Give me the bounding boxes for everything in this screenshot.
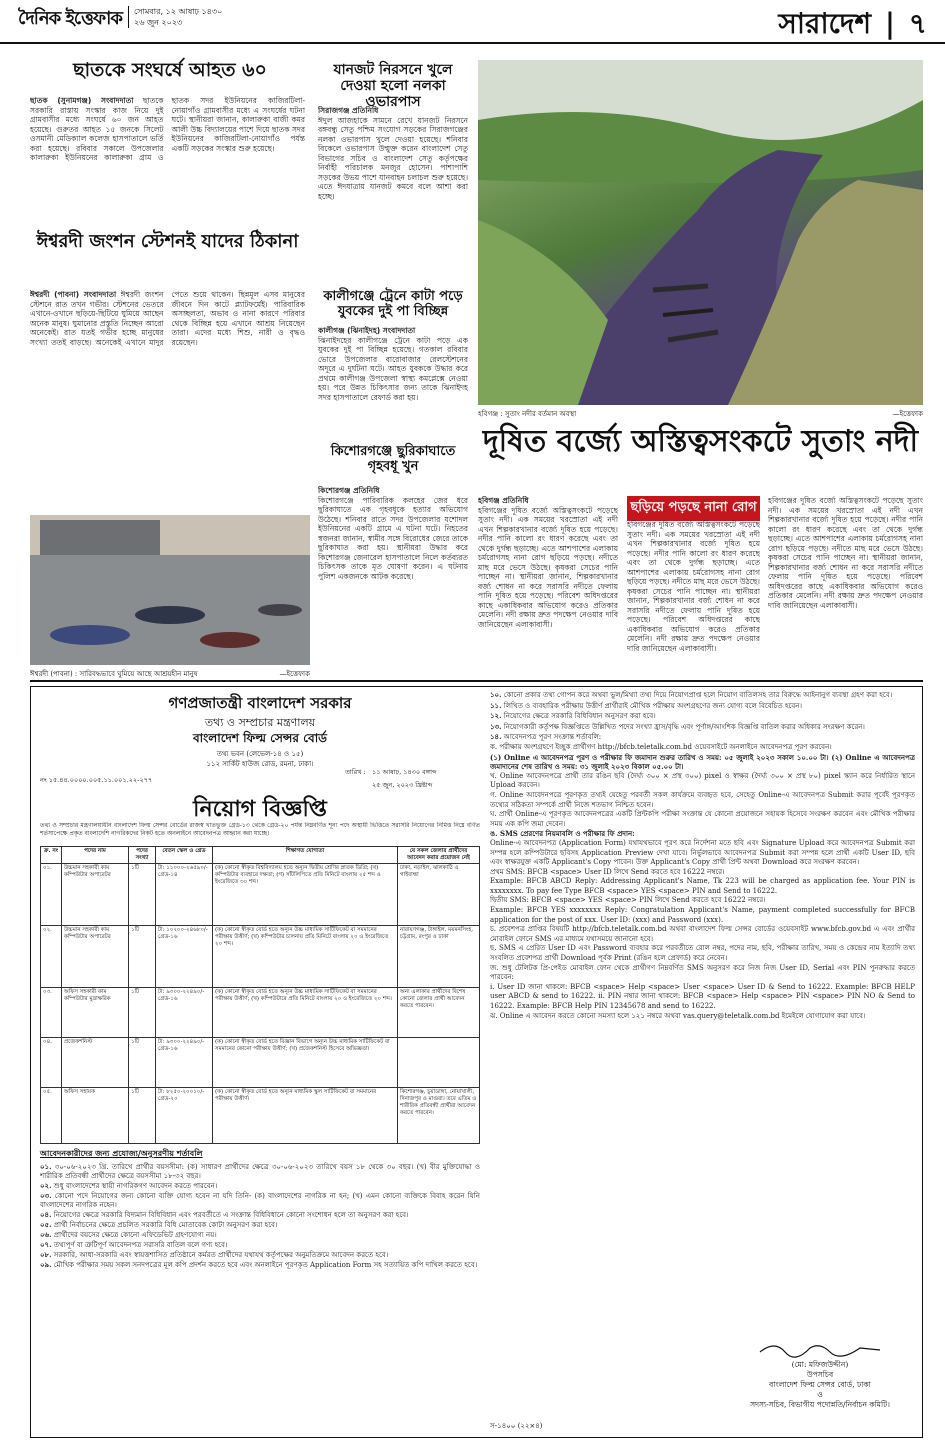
cell-scale: টা: ৯৩০০-২২৪৯০/- গ্রেড-১৬: [156, 988, 213, 1038]
condition-item: ০৯. মৌখিক পরীক্ষার সময় সকল সনদপত্রের মূল কপি প্রদর্শন করতে হবে এবং অনলাইনে পূরণকৃত Application Form সহ সত্যায়িত কপি দাখিল করতে হবে।: [40, 1260, 478, 1269]
photo-credit: —ইত্তেফাক: [892, 410, 923, 418]
table-row: [41, 1088, 480, 1144]
cell-count: ১টি: [129, 988, 156, 1038]
sms-example-2: Example: BFCB ABCD Reply: Addressing Applicant's Name, Tk 223 will be charged as application fee. Your PIN is xxxxxxxx. To pay fee Type BFCB <space> YES <space> PIN and Send to 16222.: [490, 877, 915, 895]
issue-date: [128, 6, 222, 28]
story-byline: হবিগঞ্জ প্রতিনিধি: [478, 496, 529, 505]
cell-scale: টা: ৮২৫০-২০০১০/- গ্রেড-২০: [156, 1088, 213, 1144]
cell-edu: (ক) কোনো স্বীকৃত বোর্ড হতে অন্যূন উচ্চ মাধ্যমিক সার্টিফিকেট বা সমমানের পরীক্ষায় উত্তীর্ণ; (খ) কম্পিউটার চালনায় প্রতি মিনিটে বাংলায় ২০ ও ইংরেজিতে ২০ শব্দ।: [213, 926, 398, 988]
cell-quota: কিশোরগঞ্জ, চুয়াডাঙ্গা, নোয়াখালী, দিনাজপুর ও মাগুরা। তবে এতিম ও শারীরিক প্রতিবন্ধী প্রার্থীরা আবেদন করতে পারবেন।: [398, 1088, 480, 1144]
sms-example-3: দ্বিতীয় SMS: BFCB <space> YES <space> PIN লিখে Send করতে হবে 16222 নম্বরে।: [490, 896, 766, 905]
cell-count: ১টি: [129, 1088, 156, 1144]
story-byline: সিরাজগঞ্জ প্রতিনিধি: [318, 106, 379, 115]
story-ishwardi-body: [30, 290, 305, 512]
condition-item: ০৪. নিয়োগের ক্ষেত্রে সরকারি বিদ্যমান বিধিবিধান এবং পরবর্তীতে এ সংক্রান্ত বিধিবিধানে কোনো সংশোধন হলে তা অনুসরণ করা হবে।: [40, 1210, 409, 1219]
story-sutang-title: দূষিত বর্জ্যে অস্তিত্বসংকটে সুতাং নদী: [482, 424, 919, 459]
online-apply-a: ক. পরীক্ষায় অংশগ্রহণে ইচ্ছুক প্রার্থীগণ http://bfcb.teletalk.com.bd ওয়েবসাইটে অনলাইনে আবেদনপত্র পূরণ করবেন।: [490, 742, 832, 751]
river-caption-row: [478, 408, 923, 420]
online-apply-b: খ. Online আবেদনপত্রে প্রার্থী তার রঙিন ছবি (দৈর্ঘ্য ৩০০ × প্রস্থ ৩০০) pixel ও স্বাক্ষর (দৈর্ঘ্য ৩০০ × প্রস্থ ৮০) pixel স্ক্যান করে নির্ধারিত স্থানে Upload করবেন।: [490, 771, 915, 790]
cell-quota: [398, 1038, 480, 1088]
jobs-table-wrap: [40, 846, 480, 1144]
notice-date-label: তারিখ :: [345, 768, 366, 776]
notice-item: ১০. কোনো প্রকার তথ্য গোপন করে অথবা ভুল/মিথ্যা তথ্য দিয়ে নিয়োগপ্রাপ্ত হলে নিয়োগ বাতিলসহ তার বিরুদ্ধে আইনানুগ ব্যবস্থা গ্রহণ করা হবে।: [490, 690, 893, 699]
cell-edu: (ক) কোনো স্বীকৃত বিশ্ববিদ্যালয় হতে অন্যূন দ্বিতীয় শ্রেণির স্নাতক ডিগ্রি; (খ) কম্পিউটার ব্যবহারে দক্ষতা; (গ) সাঁটলিপিতে প্রতি মিনিটে বাংলায় ২৫ শব্দ ও ইংরেজিতে ৩০ শব্দ।: [213, 864, 398, 926]
river-photo-image: [478, 60, 923, 405]
cell-no: ০১.: [41, 864, 62, 926]
story-sutang-body-col1: [478, 496, 618, 671]
online-apply-f: ছ. SMS এ প্রেরিত User ID এবং Password ব্যবহার করে পরবর্তীতে রোল নম্বর, পদের নাম, ছবি, পরীক্ষার তারিখ, সময় ও কেন্দ্রের নাম ইত্যাদি তথ্য সংবলিত প্রবেশপত্র প্রার্থী Download পূর্বক Print (রঙিন হলে প্রেফার্ড) করে নেবেন।: [490, 944, 915, 963]
conditions-list: [40, 1162, 480, 1432]
sms-title: ঙ. SMS প্রেরণের নিয়মাবলি ও পরীক্ষার ফি প্রদান:: [490, 829, 635, 839]
cell-quota: অন্য এলাকার প্রার্থীদের বিশেষ কোনো জেলার প্রার্থী আবেদন করতে পারবেন।: [398, 988, 480, 1038]
notice-memo: নং ১৫.৪৪.০০০০.০০৫.১১.০০১.২২-২৭৭: [40, 776, 153, 784]
notice-right-column: [490, 690, 915, 1330]
condition-item: ০৮. সরকারি, আধা-সরকারি এবং স্বায়ত্তশাসিত প্রতিষ্ঠানে কর্মরত প্রার্থীদের যথাযথ কর্তৃপক্ষের অনুমতিক্রমে আবেদন করতে হবে।: [40, 1250, 389, 1259]
online-apply-g: জ. শুধু টেলিটক প্রি-পেইড মোবাইল ফোন থেকে প্রার্থীগণ নিম্নবর্ণিত SMS অনুসরণ করে নিজ নিজ User ID, Serial এবং PIN পুনরুদ্ধার করতে পারবেন:: [490, 963, 915, 982]
notice-item: ১২. নিয়োগের ক্ষেত্রে সরকারি বিধিবিধান অনুসরণ করা হবে।: [490, 711, 656, 721]
station-caption-row: [30, 668, 310, 680]
notice-date-bangla: ১১ আষাঢ়, ১৪৩০ বঙ্গাব্দ: [372, 768, 437, 776]
story-title: ছাতকে সংঘর্ষে আহত ৬০: [73, 59, 267, 81]
notice-item: ১৪. আবেদনপত্র পূরণ সংক্রান্ত শর্তাবলি:: [490, 732, 602, 742]
story-text: ছাতকে সরকারি রাস্তায় সংস্কার কাজ নিয়ে দুই গ্রামবাসীর মধ্যে সংঘর্ষে ৬০ জন আহত হয়েছে। গুরুতর আহত ১৫ জনকে সিলেট ওসমানী মেডিক্যাল কলেজ হাসপাতালে ভর্তি করা হয়েছে। রবিবার সকালে উপজেলার কালারুকা ইউনিয়নের কালারুকা গ্রাম ও ছাতক সদর ইউনিয়নের কাজিরটিলা-নোয়াগাঁও গ্রামবাসীর মধ্যে এ সংঘর্ষের ঘটনা ঘটে। স্থানীয়রা জানান, কালারুকা বাজী কমর আলী উচ্চ বিদ্যালয়ের পাশে দিয়ে ছাতক সদর ইউনিয়নের কাজিরটিলা-নোয়াগাঁও পর্যন্ত একটি সড়কের সংস্কার শুরু হয়েছে।: [30, 96, 305, 162]
sms-text: Online-এ আবেদনপত্র (Application Form) যথাযথভাবে পূরণ করে নির্দেশনা মতে ছবি এবং Signature Upload করে আবেদনপত্র Submit করা সম্পন্ন হলে কম্পিউটারে ছবিসহ Application Preview দেখা যাবে। নির্ভুলভাবে আবেদনপত্র Submit করা সম্পন্ন হলে প্রার্থী একটি User ID, ছবি এবং স্বাক্ষরযুক্ত একটি Applicant's Copy পাবেন। উক্ত Applicant's Copy প্রার্থী প্রিন্ট অথবা Download করে সংরক্ষণ করবেন।: [490, 838, 915, 867]
paper-name: দৈনিক ইত্তেফাক: [18, 8, 122, 29]
cell-no: ০৪.: [41, 1038, 62, 1088]
condition-item: ০৩. কোনো পদে নিয়োগের জন্য কোনো ব্যক্তি যোগ্য হবেন না যদি তিনি- (ক) বাংলাদেশের নাগরিক না হন; (খ) এমন কোনো ব্যক্তিকে বিবাহ করেন যিনি বাংলাদেশের নাগরিক নহেন।: [40, 1191, 480, 1209]
sutang-kicker: ছড়িয়ে পড়ছে নানা রোগ: [627, 496, 760, 521]
notice-ministry: তথ্য ও সম্প্রচার মন্ত্রণালয়: [204, 716, 316, 729]
page-number: ৭: [908, 7, 927, 40]
notice-item: ১১. লিখিত ও ব্যবহারিক পরীক্ষায় উত্তীর্ণ প্রার্থীরাই মৌখিক পরীক্ষায় অংশগ্রহণের জন্য যোগ্য বলে বিবেচিত হবেন।: [490, 700, 802, 710]
condition-item: ০১. ৩০-০৬-২০২৩ খ্রি. তারিখে প্রার্থীর বয়সসীমা: (ক) সাধারণ প্রার্থীদের ক্ষেত্রে ৩০-০৬-২০২৩ তারিখে বয়স ১৮ থেকে ৩০ বছর। (খ) বীর মুক্তিযোদ্ধা ও শারীরিক প্রতিবন্ধী প্রার্থীদের ক্ষেত্রে বয়সসীমা ১৮-৩২ বছর।: [40, 1162, 480, 1180]
cell-scale: টা: ১১০০০-২৬৫৯০/- গ্রেড-১৪: [156, 864, 213, 926]
date-bangla: সোমবার, ১২ আষাঢ় ১৪৩০: [134, 7, 223, 16]
cell-no: ০২.: [41, 926, 62, 988]
section-header: সারাদেশ | ৭: [778, 7, 927, 40]
online-apply-c: গ. Online আবেদনপত্রে পূরণকৃত তথ্যই যেহেতু পরবর্তী সকল কার্যক্রমে ব্যবহৃত হবে, সেহেতু Online-এ আবেদনপত্র Submit করার পূর্বেই পূরণকৃত তথ্যের সঠিকতা সম্পর্কে প্রার্থী নিজে শতভাগ নিশ্চিত হবেন।: [490, 790, 915, 809]
story-chhatak-body: [30, 96, 305, 236]
cell-count: ১টি: [129, 1038, 156, 1088]
story-byline: কিশোরগঞ্জ প্রতিনিধি: [318, 486, 380, 495]
story-text: ঝিনাইদহের কালীগঞ্জে ট্রেনে কাটা পড়ে এক যুবকের দুই পা বিচ্ছিন্ন হয়েছে। গতকাল রবিবার ভোরে উপজেলার বারোবাজার রেলস্টেশনের অদূরে এ দুর্ঘটনা ঘটে। আহত যুবককে উদ্ধার করে প্রথমে কালীগঞ্জ উপজেলা স্বাস্থ্য কমপ্লেক্সে নেওয়া হয়। পরে উন্নত চিকিৎসার জন্য তাকে ঝিনাইদহ সদর হাসপাতালে রেফার্ড করা হয়।: [318, 335, 468, 402]
notice-item: ১৩. নিয়োগকারী কর্তৃপক্ষ বিজ্ঞপ্তিতে উল্লিখিত পদের সংখ্যা হ্রাস/বৃদ্ধি এবং পূর্ণাঙ্গ/আংশিক বিজ্ঞপ্তি বাতিল করার অধিকার সংরক্ষণ করেন।: [490, 721, 865, 731]
station-photo: [30, 515, 310, 665]
online-apply-d: ঘ. প্রার্থী Online-এ পূরণকৃত আবেদনপত্রের একটি প্রিন্টকপি পরীক্ষা সংক্রান্ত যে কোনো প্রয়োজনে সহায়ক হিসেবে সংরক্ষণ করবেন এবং মৌখিক পরীক্ষার সময় এক কপি জমা দেবেন।: [490, 810, 915, 828]
story-text: হবিগঞ্জের দূষিত বর্জ্যে অস্তিত্বসংকটে পড়েছে সুতাং নদী। এক সময়ের খরস্রোতা এই নদী এখন শিল্পকারখানার বর্জ্যে দূষিত হয়ে পড়েছে। নদীর পানি কালো রং ধারণ করেছে এবং তা থেকে দুর্গন্ধ ছড়াচ্ছে। এতে আশপাশের এলাকায় চর্মরোগসহ নানা রোগ ছড়িয়ে পড়ছে। নদীতে মাছ মরে ভেসে উঠছে। কৃষকরা সেচের পানি পাচ্ছেন না। স্থানীয়রা জানান, শিল্পকারখানার বর্জ্য শোধন না করে সরাসরি নদীতে ফেলায় পানি দূষিত হয়ে পড়েছে। পরিবেশ অধিদপ্তরের কাছে একাধিকবার অভিযোগ করেও প্রতিকার মেলেনি। নদী রক্ষায় দ্রুত পদক্ষেপ নেওয়ার দাবি জানিয়েছেন এলাকাবাসী।: [768, 496, 923, 610]
signature-image: [740, 1338, 910, 1358]
cell-scale: টা: ১০২০০-২৪৬৮০/- গ্রেড-১৬: [156, 926, 213, 988]
story-sutang-body-col3: [768, 496, 923, 671]
story-text: ঈদুল আজহাকে সামনে রেখে যানজট নিরসনে বঙ্গবন্ধু সেতু পশ্চিম সংযোগ সড়কের সিরাজগঞ্জের নলকা ওভারপাস খুলে দেওয়া হয়েছে। শনিবার বিকেলে ওভারপাস উন্মুক্ত করেন বাংলাদেশ সেতু বিভাগের সচিব ও বাংলাদেশ সেতু কর্তৃপক্ষের নির্বাহী পরিচালক মনজুর হোসেন। পাশাপাশি সড়কের উভয় পাশে যানবাহন চলাচল শুরু হয়েছে। এতে ঈদযাত্রায় যানজট কমবে বলে আশা করা হচ্ছে।: [318, 115, 468, 201]
story-byline: ছাতক (সুনামগঞ্জ) সংবাদদাতা: [30, 96, 134, 105]
photo-credit: —ইত্তেফাক: [279, 670, 310, 678]
story-text: কিশোরগঞ্জে পারিবারিক কলহের জের ধরে ছুরিকাঘাতে এক গৃহবধূকে হত্যার অভিযোগ উঠেছে। শনিবার রাতে সদর উপজেলার যশোদল ইউনিয়নের একটি গ্রামে এ ঘটনা ঘটে। নিহতের স্বজনরা জানান, স্বামীর সঙ্গে বিরোধের জেরে তাকে ছুরিকাঘাত করা হয়। স্থানীয়রা উদ্ধার করে কিশোরগঞ্জ জেনারেল হাসপাতালে নিলে কর্তব্যরত চিকিৎসক তাকে মৃত ঘোষণা করেন। এ ঘটনায় পুলিশ একজনকে আটক করেছে।: [318, 495, 468, 581]
notice-board: বাংলাদেশ ফিল্ম সেন্সর বোর্ড: [192, 731, 328, 745]
river-caption: হবিগঞ্জ : সুতাং নদীর বর্তমান অবস্থা: [478, 410, 577, 418]
conditions-title: আবেদনকারীদের জন্য প্রযোজ্য/অনুসরণীয় শর্তাবলি: [40, 1148, 203, 1158]
story-chhatak: [30, 60, 310, 82]
signatory-name: (মো: মফিজউদ্দীন): [791, 1360, 849, 1369]
signatory-org: বাংলাদেশ ফিল্ম সেন্সর বোর্ড, ঢাকা: [769, 1380, 871, 1389]
cell-no: ০৫.: [41, 1088, 62, 1144]
story-text: হবিগঞ্জের দূষিত বর্জ্যে অস্তিত্বসংকটে পড়েছে সুতাং নদী। এক সময়ের খরস্রোতা এই নদী এখন শিল্পকারখানার বর্জ্যে দূষিত হয়ে পড়েছে। নদীর পানি কালো রং ধারণ করেছে এবং তা থেকে দুর্গন্ধ ছড়াচ্ছে। এতে আশপাশের এলাকায় চর্মরোগসহ নানা রোগ ছড়িয়ে পড়ছে। নদীতে মাছ মরে ভেসে উঠছে। কৃষকরা সেচের পানি পাচ্ছেন না। স্থানীয়রা জানান, শিল্পকারখানার বর্জ্য শোধন না করে সরাসরি নদীতে ফেলায় পানি দূষিত হয়ে পড়েছে। পরিবেশ অধিদপ্তরের কাছে একাধিকবার অভিযোগ করেও প্রতিকার মেলেনি। নদী রক্ষায় দ্রুত পদক্ষেপ নেওয়ার দাবি জানিয়েছেন এলাকাবাসী।: [478, 505, 618, 629]
online-apply-e: চ. প্রবেশপত্র প্রাপ্তির বিষয়টি http://bfcb.teletalk.com.bd অথবা বাংলাদেশ ফিল্ম সেন্সর বোর্ডের ওয়েবসাইট www.bfcb.gov.bd এ এবং প্রার্থীর মোবাইল ফোনে SMS এর মাধ্যমে যথাসময়ে জানানো হবে।: [490, 925, 915, 943]
cell-post: অফিস সহায়ক: [62, 1088, 129, 1144]
condition-item: ০৭. তথ্যপূর্ণ বা ত্রুটিপূর্ণ আবেদনপত্র সরাসরি বাতিল বলে গণ্য হবে।: [40, 1240, 228, 1249]
col-header: বেতন স্কেল ও গ্রেড: [156, 847, 213, 864]
station-caption: ঈশ্বরদী (পাবনা) : সারিবদ্ধভাবে ঘুমিয়ে আছে আশ্রয়হীন মানুষ: [30, 670, 198, 678]
section-title: সারাদেশ: [778, 7, 872, 40]
story-kishoreganj-body: [318, 486, 468, 671]
signature-scribble-icon: [740, 1338, 910, 1358]
col-header: ক্র. নং: [41, 847, 62, 864]
table-row: [41, 988, 480, 1038]
table-row: [41, 864, 480, 926]
signature-block: [720, 1360, 920, 1410]
notice-intro: তথ্য ও সম্প্রচার মন্ত্রণালয়াধীন বাংলাদেশ ফিল্ম সেন্সর বোর্ডের রাজস্ব খাতভুক্ত গ্রেড-১৩ থেকে গ্রেড-২০ পর্যন্ত নিম্নবর্ণিত শূন্য পদে অস্থায়ী ভিত্তিতে সরাসরি নিয়োগের নিমিত্ত নিম্নে বর্ণিত শর্তসাপেক্ষে প্রকৃত বাংলাদেশি নাগরিকদের নিকট হতে অনলাইনে আবেদনপত্র আহ্বান করা যাচ্ছে।: [40, 822, 480, 837]
cell-scale: টা: ৯৩০০-২২৪৯০/- গ্রেড-১৬: [156, 1038, 213, 1088]
cell-count: ১টি: [129, 864, 156, 926]
story-ishwardi-title: ঈশ্বরদী জংশন স্টেশনই যাদের ঠিকানা: [36, 231, 299, 252]
col-header: যে সকল জেলার প্রার্থীদের আবেদন করার প্রয়োজন নেই: [398, 847, 480, 864]
story-kishoreganj-title: কিশোরগঞ্জে ছুরিকাঘাতে গৃহবধূ খুন: [330, 444, 456, 474]
notice-memo-row: [40, 768, 480, 789]
cell-post: অফিস সহকারী কাম কম্পিউটার মুদ্রাক্ষরিক: [62, 988, 129, 1038]
sms-example-4: Example: BFCB YES xxxxxxxx Reply: Congratulation Applicant's Name, payment completed successfully for BFCB application for the post of xxx. User ID: (xxx) and Password (xxx).: [490, 906, 915, 924]
story-nalka-body: [318, 106, 468, 282]
story-byline: ঈশ্বরদী (পাবনা) সংবাদদাতা: [30, 290, 117, 299]
notice-address: ১১২ সার্কিট হাউজ রোড, রমনা, ঢাকা।: [206, 760, 314, 768]
notice-ref: স-১৪০০ (২২×৪): [490, 1422, 543, 1430]
condition-item: ০৬. প্রার্থীদের বয়সের ক্ষেত্রে কোনো এফিডেভিট গ্রহণযোগ্য নয়।: [40, 1230, 217, 1239]
date-english: ২৬ জুন ২০২৩: [134, 18, 183, 27]
story-sutang-body-col2: [627, 520, 760, 671]
signatory-role: সদস্য-সচিব, বিভাগীয় পদোন্নতি/নির্বাচন কমিটি।: [750, 1400, 890, 1409]
cell-post: উচ্চমান সহকারী কাম কম্পিউটার অপারেটর: [62, 864, 129, 926]
cell-quota: নারায়ণগঞ্জ, টাঙ্গাইল, ময়মনসিংহ, চট্টগ্রাম, রংপুর ও ঢাকা: [398, 926, 480, 988]
river-photo: [478, 60, 923, 405]
recover-instructions: i. User ID জানা থাকলে: BFCB <space> Help <space> User <space> User ID & Send to 16222. Example: BFCB HELP user ABCD & send to 16222. ii. PIN নম্বার জানা থাকলে: BFCB <space> Help <space> PIN <space> PIN NO & Send to 16222. Example: BFCB Help PIN 12345678 and send to 16222.: [490, 982, 915, 1010]
notice-gov: গণপ্রজাতন্ত্রী বাংলাদেশ সরকার: [168, 694, 352, 712]
col-header: পদের নাম: [62, 847, 129, 864]
condition-item: ০২. শুধু বাংলাদেশের স্থায়ী নাগরিকগণ আবেদন করতে পারবেন।: [40, 1181, 218, 1190]
cell-post: উচ্চমান সহকারী কাম কম্পিউটার অপারেটর: [62, 926, 129, 988]
cell-post: প্রজেকশনিস্ট: [62, 1038, 129, 1088]
col-header: পদের সংখ্যা: [129, 847, 156, 864]
notice-wing: তথ্য ভবন (লেভেল-১৪ ও ১৫): [216, 750, 304, 758]
story-nalka-title: যানজট নিরসনে খুলে দেওয়া হলো নলকা ওভারপাস: [333, 62, 453, 111]
masthead: [0, 0, 945, 44]
jobs-table-header: [41, 847, 480, 864]
story-kaliganj-title: কালীগঞ্জে ট্রেনে কাটা পড়ে যুবকের দুই পা বিচ্ছিন্ন: [323, 289, 463, 319]
cell-edu: (ক) কোনো স্বীকৃত বোর্ড হতে বিজ্ঞান বিভাগে অন্যূন উচ্চ মাধ্যমিক সার্টিফিকেট বা সমমানের কোনো পরীক্ষায় উত্তীর্ণ; (খ) প্রজেকশনিস্ট হিসেবে অভিজ্ঞতা।: [213, 1038, 398, 1088]
station-photo-image: [30, 515, 310, 665]
condition-item: ০৫. প্রার্থী নির্বাচনের ক্ষেত্রে প্রচলিত সরকারি বিধি মোতাবেক কোটা অনুসরণ করা হবে।: [40, 1220, 278, 1229]
cell-quota: ঢাকা, নড়াইল, ঝালকাঠি ও গাইবান্ধা: [398, 864, 480, 926]
cell-edu: (ক) কোনো স্বীকৃত বোর্ড হতে অন্যূন মাধ্যমিক স্কুল সার্টিফিকেট বা সমমানের পরীক্ষায় উত্তীর্ণ।: [213, 1088, 398, 1144]
sms-example-1: প্রথম SMS: BFCB <space> User ID লিখে Send করতে হবে 16222 নম্বরে।: [490, 867, 725, 876]
cell-count: ১টি: [129, 926, 156, 988]
col-header: শিক্ষাগত যোগ্যতা: [213, 847, 398, 864]
story-text: হবিগঞ্জের দূষিত বর্জ্যে অস্তিত্বসংকটে পড়েছে সুতাং নদী। এক সময়ের খরস্রোতা এই নদী এখন শিল্পকারখানার বর্জ্যে দূষিত হয়ে পড়েছে। নদীর পানি কালো রং ধারণ করেছে এবং তা থেকে দুর্গন্ধ ছড়াচ্ছে। এতে আশপাশের এলাকায় চর্মরোগসহ নানা রোগ ছড়িয়ে পড়ছে। নদীতে মাছ মরে ভেসে উঠছে। কৃষকরা সেচের পানি পাচ্ছেন না। স্থানীয়রা জানান, শিল্পকারখানার বর্জ্য শোধন না করে সরাসরি নদীতে ফেলায় পানি দূষিত হয়ে পড়েছে। পরিবেশ অধিদপ্তরের কাছে একাধিকবার অভিযোগ করেও প্রতিকার মেলেনি। নদী রক্ষায় দ্রুত পদক্ষেপ নেওয়ার দাবি জানিয়েছেন এলাকাবাসী।: [627, 520, 760, 653]
table-row: [41, 1038, 480, 1088]
table-row: [41, 926, 480, 988]
notice-date-english: ২৫ জুন, ২০২৩ খ্রিষ্টাব্দ: [372, 781, 433, 789]
signatory-and: ও: [817, 1390, 823, 1399]
cell-edu: (ক) কোনো স্বীকৃত বোর্ড হতে অন্যূন উচ্চ মাধ্যমিক সার্টিফিকেট বা সমমানের পরীক্ষায় উত্তীর্ণ; (খ) কম্পিউটারে প্রতি মিনিটে বাংলায় ২০ ও ইংরেজিতে ২০ শব্দ।: [213, 988, 398, 1038]
story-byline: কালীগঞ্জ (ঝিনাইদহ) সংবাদদাতা: [318, 326, 416, 335]
page-divider: [30, 680, 923, 682]
online-schedule: (১) Online এ আবেদনপত্র পূরণ ও পরীক্ষার ফি জমাদান শুরুর তারিখ ও সময়: ০৫ জুলাই ২০২৩ সকাল ১০.০০ টা। (২) Online এ আবেদনপত্র জমাদানের শেষ তারিখ ও সময়: ৩১ জুলাই ২০২৩ বিকাল ০৫.০০ টা।: [490, 752, 915, 772]
cell-no: ০৩.: [41, 988, 62, 1038]
story-text: ঈশ্বরদী জংশন স্টেশনে রাত তখন গভীর। স্টেশনের ভেতরে এখানে-ওখানে ছড়িয়ে-ছিটিয়ে ঘুমিয়ে আছেন অনেক মানুষ। ঘুমানোর প্রস্তুতি নিচ্ছেন আরো অনেকেই। রাত যতই গভীর হচ্ছে মানুষের সংখ্যা ততই বাড়ছে। অনেকেই এখানে মাদুর পেতে শুয়ে থাকেন। ছিন্নমূল এসব মানুষের জীবনে দিন কাটে প্ল্যাটফর্মেই। পারিবারিক অসচ্ছলতা, অভাব ও নানা কারণে পরিবার থেকে বিচ্ছিন্ন হয়ে এখানে আশ্রয় নিয়েছেন তারা। এদের মধ্যে শিশু, নারী ও বৃদ্ধও রয়েছেন।: [30, 290, 305, 347]
notice-title: নিয়োগ বিজ্ঞপ্তি: [193, 796, 327, 822]
signatory-title: উপসচিব: [806, 1370, 834, 1379]
newspaper-logo: [18, 4, 122, 35]
story-kaliganj-body: [318, 326, 468, 438]
jobs-table: [40, 846, 480, 1144]
online-apply-h: ঝ. Online এ আবেদন করতে কোনো সমস্যা হলে ১২১ নম্বরে অথবা vas.query@teletalk.com.bd ইমেইলে যোগাযোগ করা যাবে।: [490, 1011, 866, 1020]
